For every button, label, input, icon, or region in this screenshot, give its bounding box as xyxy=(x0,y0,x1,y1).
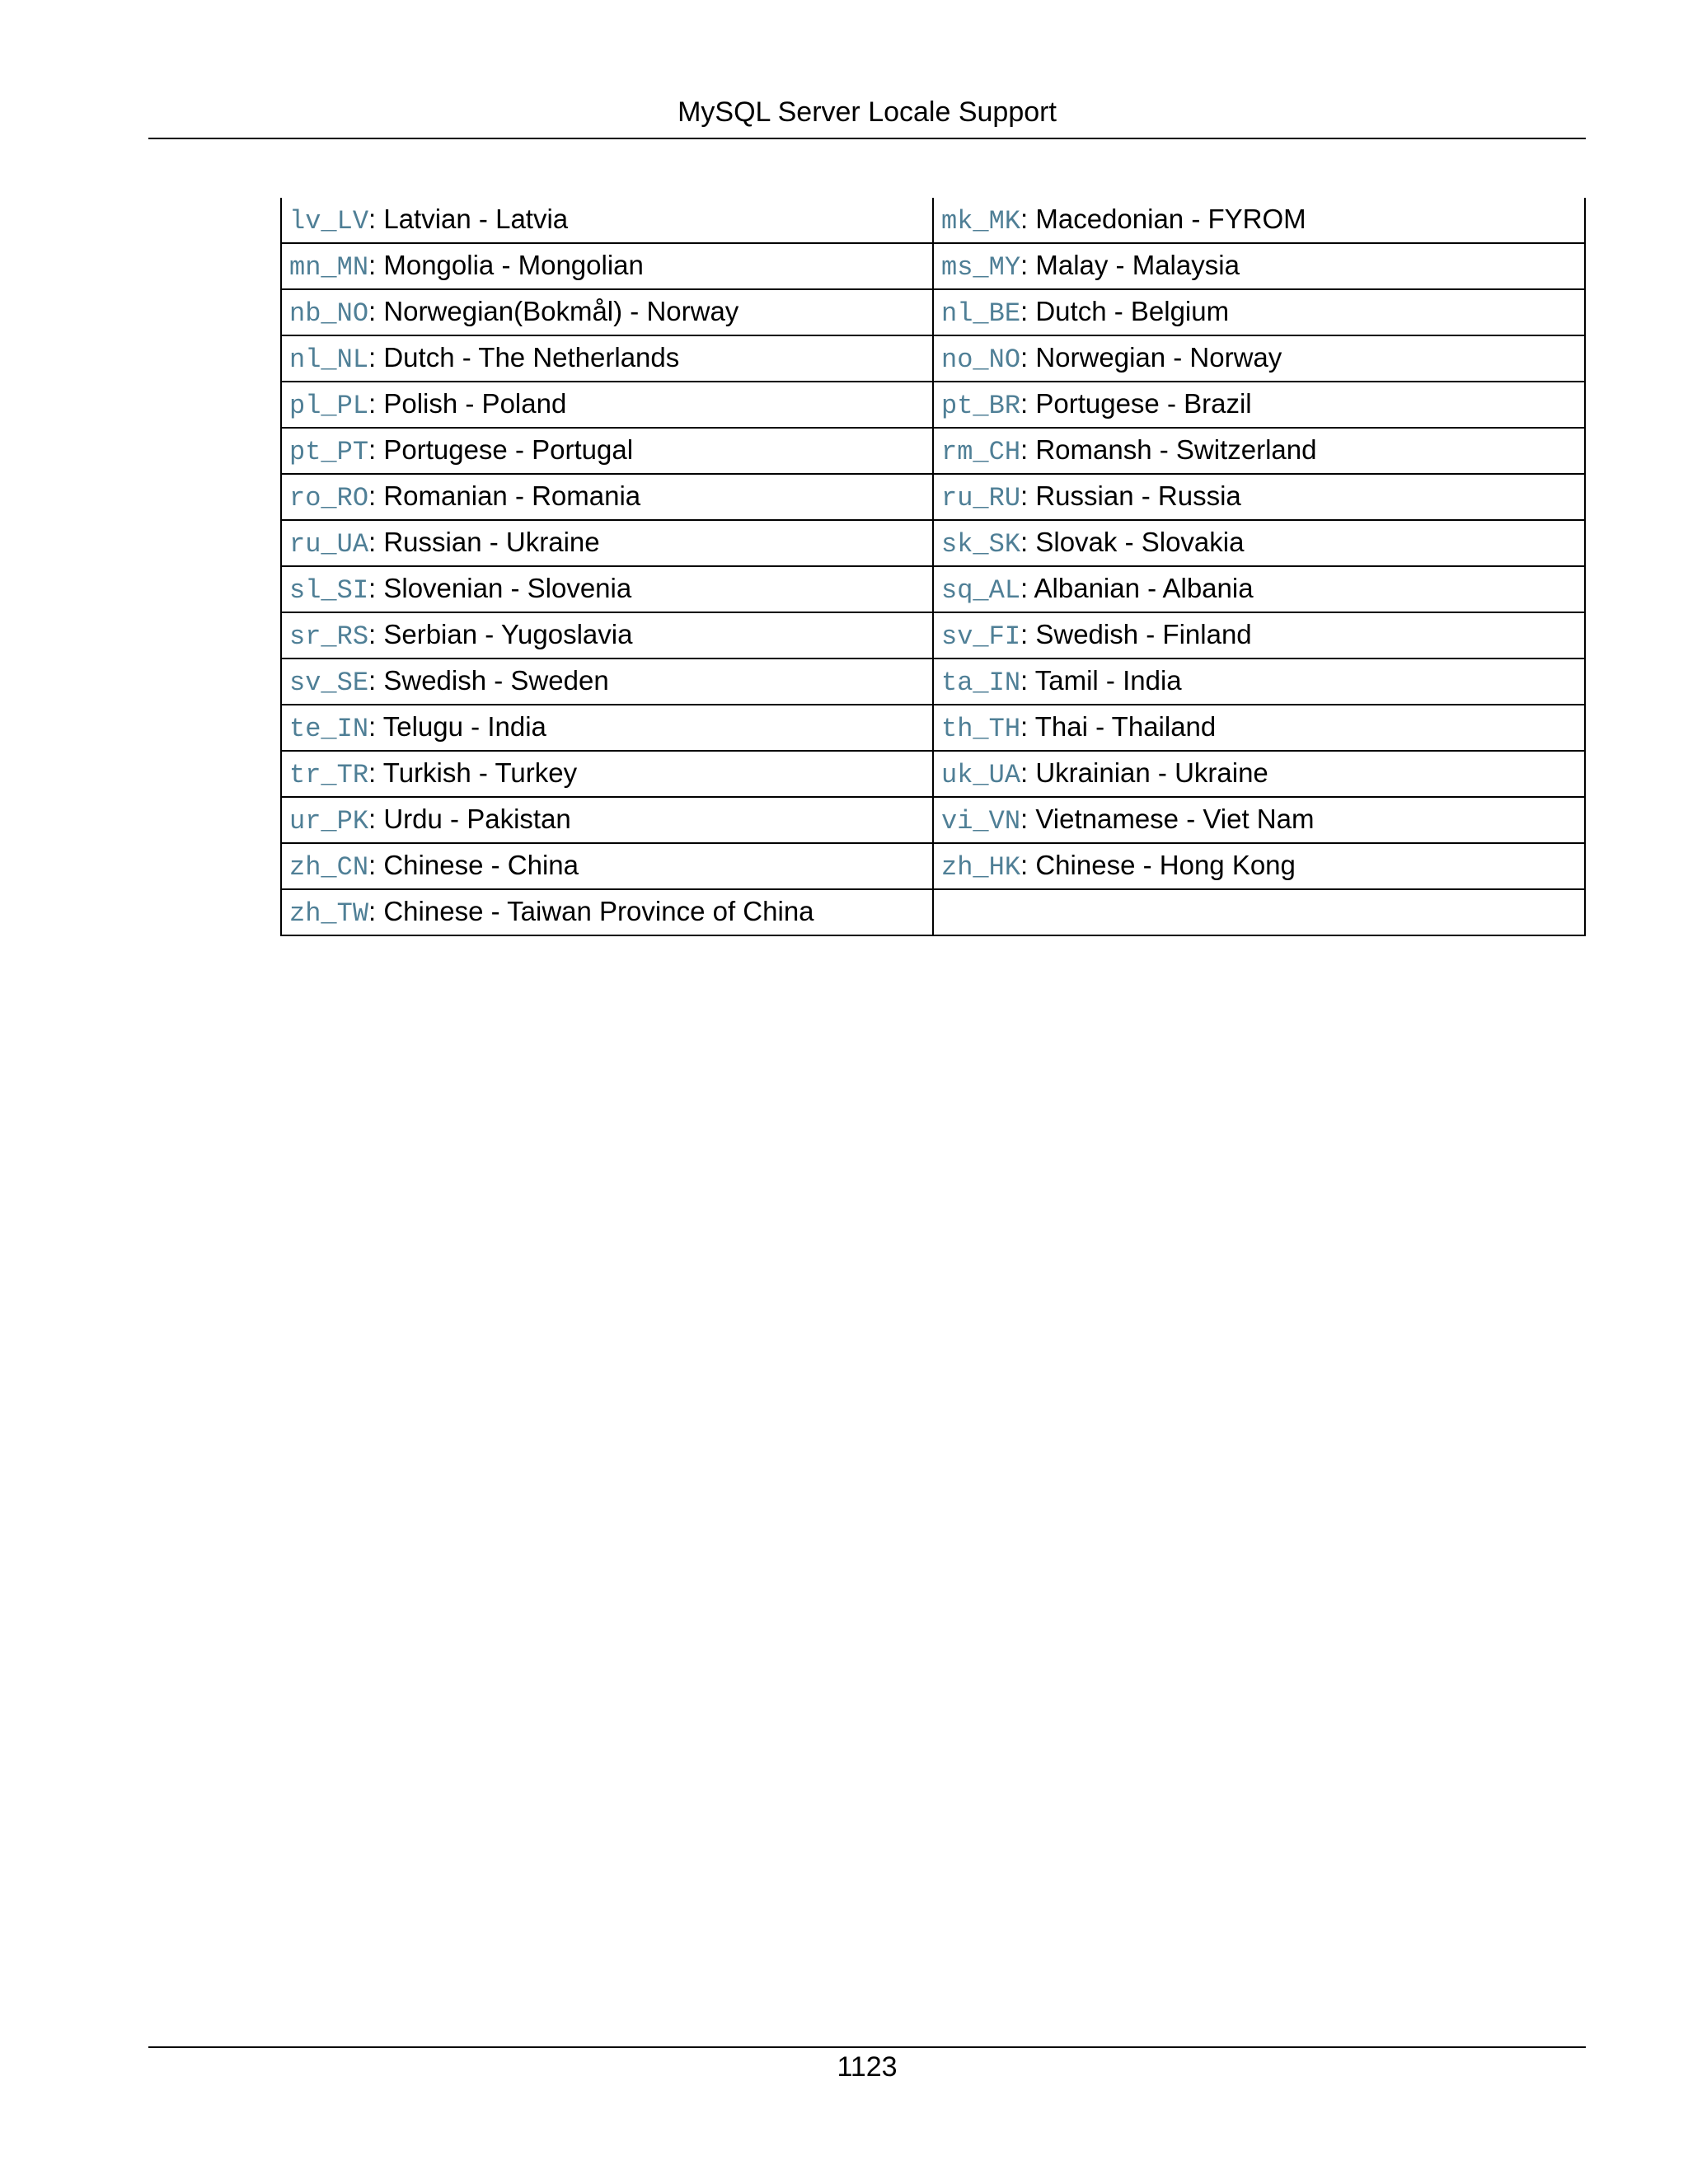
table-cell xyxy=(281,751,933,797)
locale-description: : Swedish - Sweden xyxy=(368,665,609,696)
table-cell xyxy=(281,474,933,520)
locale-code: ru_RU xyxy=(941,483,1021,513)
locale-description: : Dutch - The Netherlands xyxy=(368,342,680,373)
table-row xyxy=(281,797,1585,843)
table-cell xyxy=(933,243,1585,289)
table-row xyxy=(281,335,1585,382)
table-cell xyxy=(933,705,1585,751)
locale-description: : Tamil - India xyxy=(1020,665,1182,696)
locale-description: : Turkish - Turkey xyxy=(368,757,578,788)
locale-code: sv_SE xyxy=(289,668,369,698)
locale-code: ro_RO xyxy=(289,483,369,513)
locale-code: uk_UA xyxy=(941,760,1021,790)
table-cell xyxy=(281,243,933,289)
locale-code: zh_TW xyxy=(289,898,369,929)
locale-code: vi_VN xyxy=(941,806,1021,837)
table-row xyxy=(281,198,1585,243)
table-cell xyxy=(933,474,1585,520)
locale-code: ur_PK xyxy=(289,806,369,837)
locale-description: : Thai - Thailand xyxy=(1020,711,1217,742)
table-cell xyxy=(281,889,933,935)
locale-code: te_IN xyxy=(289,714,369,744)
locale-description: : Slovenian - Slovenia xyxy=(368,573,632,603)
table-cell xyxy=(933,520,1585,566)
locale-code: th_TH xyxy=(941,714,1021,744)
locale-code: nl_NL xyxy=(289,344,369,375)
locale-description: : Norwegian(Bokmål) - Norway xyxy=(368,296,739,326)
locale-description: : Ukrainian - Ukraine xyxy=(1020,757,1268,788)
locale-table xyxy=(280,198,1586,936)
locale-description: : Serbian - Yugoslavia xyxy=(368,619,633,649)
locale-description: : Mongolia - Mongolian xyxy=(368,250,644,280)
table-row xyxy=(281,474,1585,520)
table-cell xyxy=(933,751,1585,797)
table-cell xyxy=(281,428,933,474)
locale-code: ta_IN xyxy=(941,668,1021,698)
locale-description: : Latvian - Latvia xyxy=(368,204,569,234)
locale-code: sq_AL xyxy=(941,575,1021,606)
locale-description: : Portugese - Brazil xyxy=(1020,388,1252,419)
table-cell xyxy=(281,797,933,843)
locale-description: : Telugu - India xyxy=(368,711,546,742)
locale-code: pt_PT xyxy=(289,437,369,467)
locale-description: : Russian - Russia xyxy=(1020,480,1241,511)
locale-description: : Portugese - Portugal xyxy=(368,434,634,465)
table-cell xyxy=(281,198,933,243)
locale-code: ru_UA xyxy=(289,529,369,560)
table-cell xyxy=(933,198,1585,243)
table-cell xyxy=(933,797,1585,843)
locale-code: pl_PL xyxy=(289,391,369,421)
table-cell xyxy=(281,382,933,428)
table-cell xyxy=(281,658,933,705)
locale-code: nb_NO xyxy=(289,298,369,329)
locale-description: : Chinese - China xyxy=(368,850,579,880)
locale-description: : Macedonian - FYROM xyxy=(1020,204,1306,234)
locale-code: sv_FI xyxy=(941,621,1021,652)
table-cell xyxy=(933,289,1585,335)
table-cell xyxy=(281,289,933,335)
table-row xyxy=(281,889,1585,935)
table-cell xyxy=(933,566,1585,612)
locale-description: : Chinese - Taiwan Province of China xyxy=(368,896,814,926)
table-row xyxy=(281,566,1585,612)
locale-code: zh_CN xyxy=(289,852,369,883)
table-cell xyxy=(933,382,1585,428)
locale-code: no_NO xyxy=(941,344,1021,375)
table-cell xyxy=(281,612,933,658)
locale-code: sl_SI xyxy=(289,575,369,606)
locale-description: : Polish - Poland xyxy=(368,388,567,419)
table-row xyxy=(281,658,1585,705)
locale-description: : Norwegian - Norway xyxy=(1020,342,1282,373)
table-row xyxy=(281,705,1585,751)
locale-description: : Romansh - Switzerland xyxy=(1020,434,1317,465)
table-row xyxy=(281,843,1585,889)
locale-code: ms_MY xyxy=(941,252,1021,283)
locale-code: sk_SK xyxy=(941,529,1021,560)
table-cell xyxy=(933,843,1585,889)
locale-description: : Russian - Ukraine xyxy=(368,527,600,557)
table-cell xyxy=(933,428,1585,474)
locale-code: nl_BE xyxy=(941,298,1021,329)
locale-code: mn_MN xyxy=(289,252,369,283)
table-cell xyxy=(933,658,1585,705)
table-row xyxy=(281,382,1585,428)
table-cell-empty xyxy=(933,889,1585,935)
locale-description: : Albanian - Albania xyxy=(1020,573,1254,603)
table-cell xyxy=(281,566,933,612)
header-divider xyxy=(148,138,1586,139)
table-row xyxy=(281,520,1585,566)
table-cell xyxy=(933,335,1585,382)
locale-description: : Slovak - Slovakia xyxy=(1020,527,1245,557)
locale-description: : Dutch - Belgium xyxy=(1020,296,1230,326)
table-row xyxy=(281,612,1585,658)
locale-description: : Romanian - Romania xyxy=(368,480,641,511)
locale-description: : Malay - Malaysia xyxy=(1020,250,1240,280)
table-cell xyxy=(933,612,1585,658)
locale-code: rm_CH xyxy=(941,437,1021,467)
locale-description: : Chinese - Hong Kong xyxy=(1020,850,1296,880)
table-row xyxy=(281,428,1585,474)
locale-code: lv_LV xyxy=(289,206,369,237)
locale-description: : Swedish - Finland xyxy=(1020,619,1252,649)
table-cell xyxy=(281,705,933,751)
page-header-title: MySQL Server Locale Support xyxy=(678,96,1057,128)
table-row xyxy=(281,289,1585,335)
locale-description: : Urdu - Pakistan xyxy=(368,804,571,834)
table-row xyxy=(281,751,1585,797)
table-cell xyxy=(281,843,933,889)
locale-code: zh_HK xyxy=(941,852,1021,883)
table-cell xyxy=(281,520,933,566)
table-row xyxy=(281,243,1585,289)
locale-description: : Vietnamese - Viet Nam xyxy=(1020,804,1315,834)
table-cell xyxy=(281,335,933,382)
locale-code: mk_MK xyxy=(941,206,1021,237)
locale-code: sr_RS xyxy=(289,621,369,652)
locale-code: pt_BR xyxy=(941,391,1021,421)
locale-code: tr_TR xyxy=(289,760,369,790)
page-number: 1123 xyxy=(837,2051,898,2083)
